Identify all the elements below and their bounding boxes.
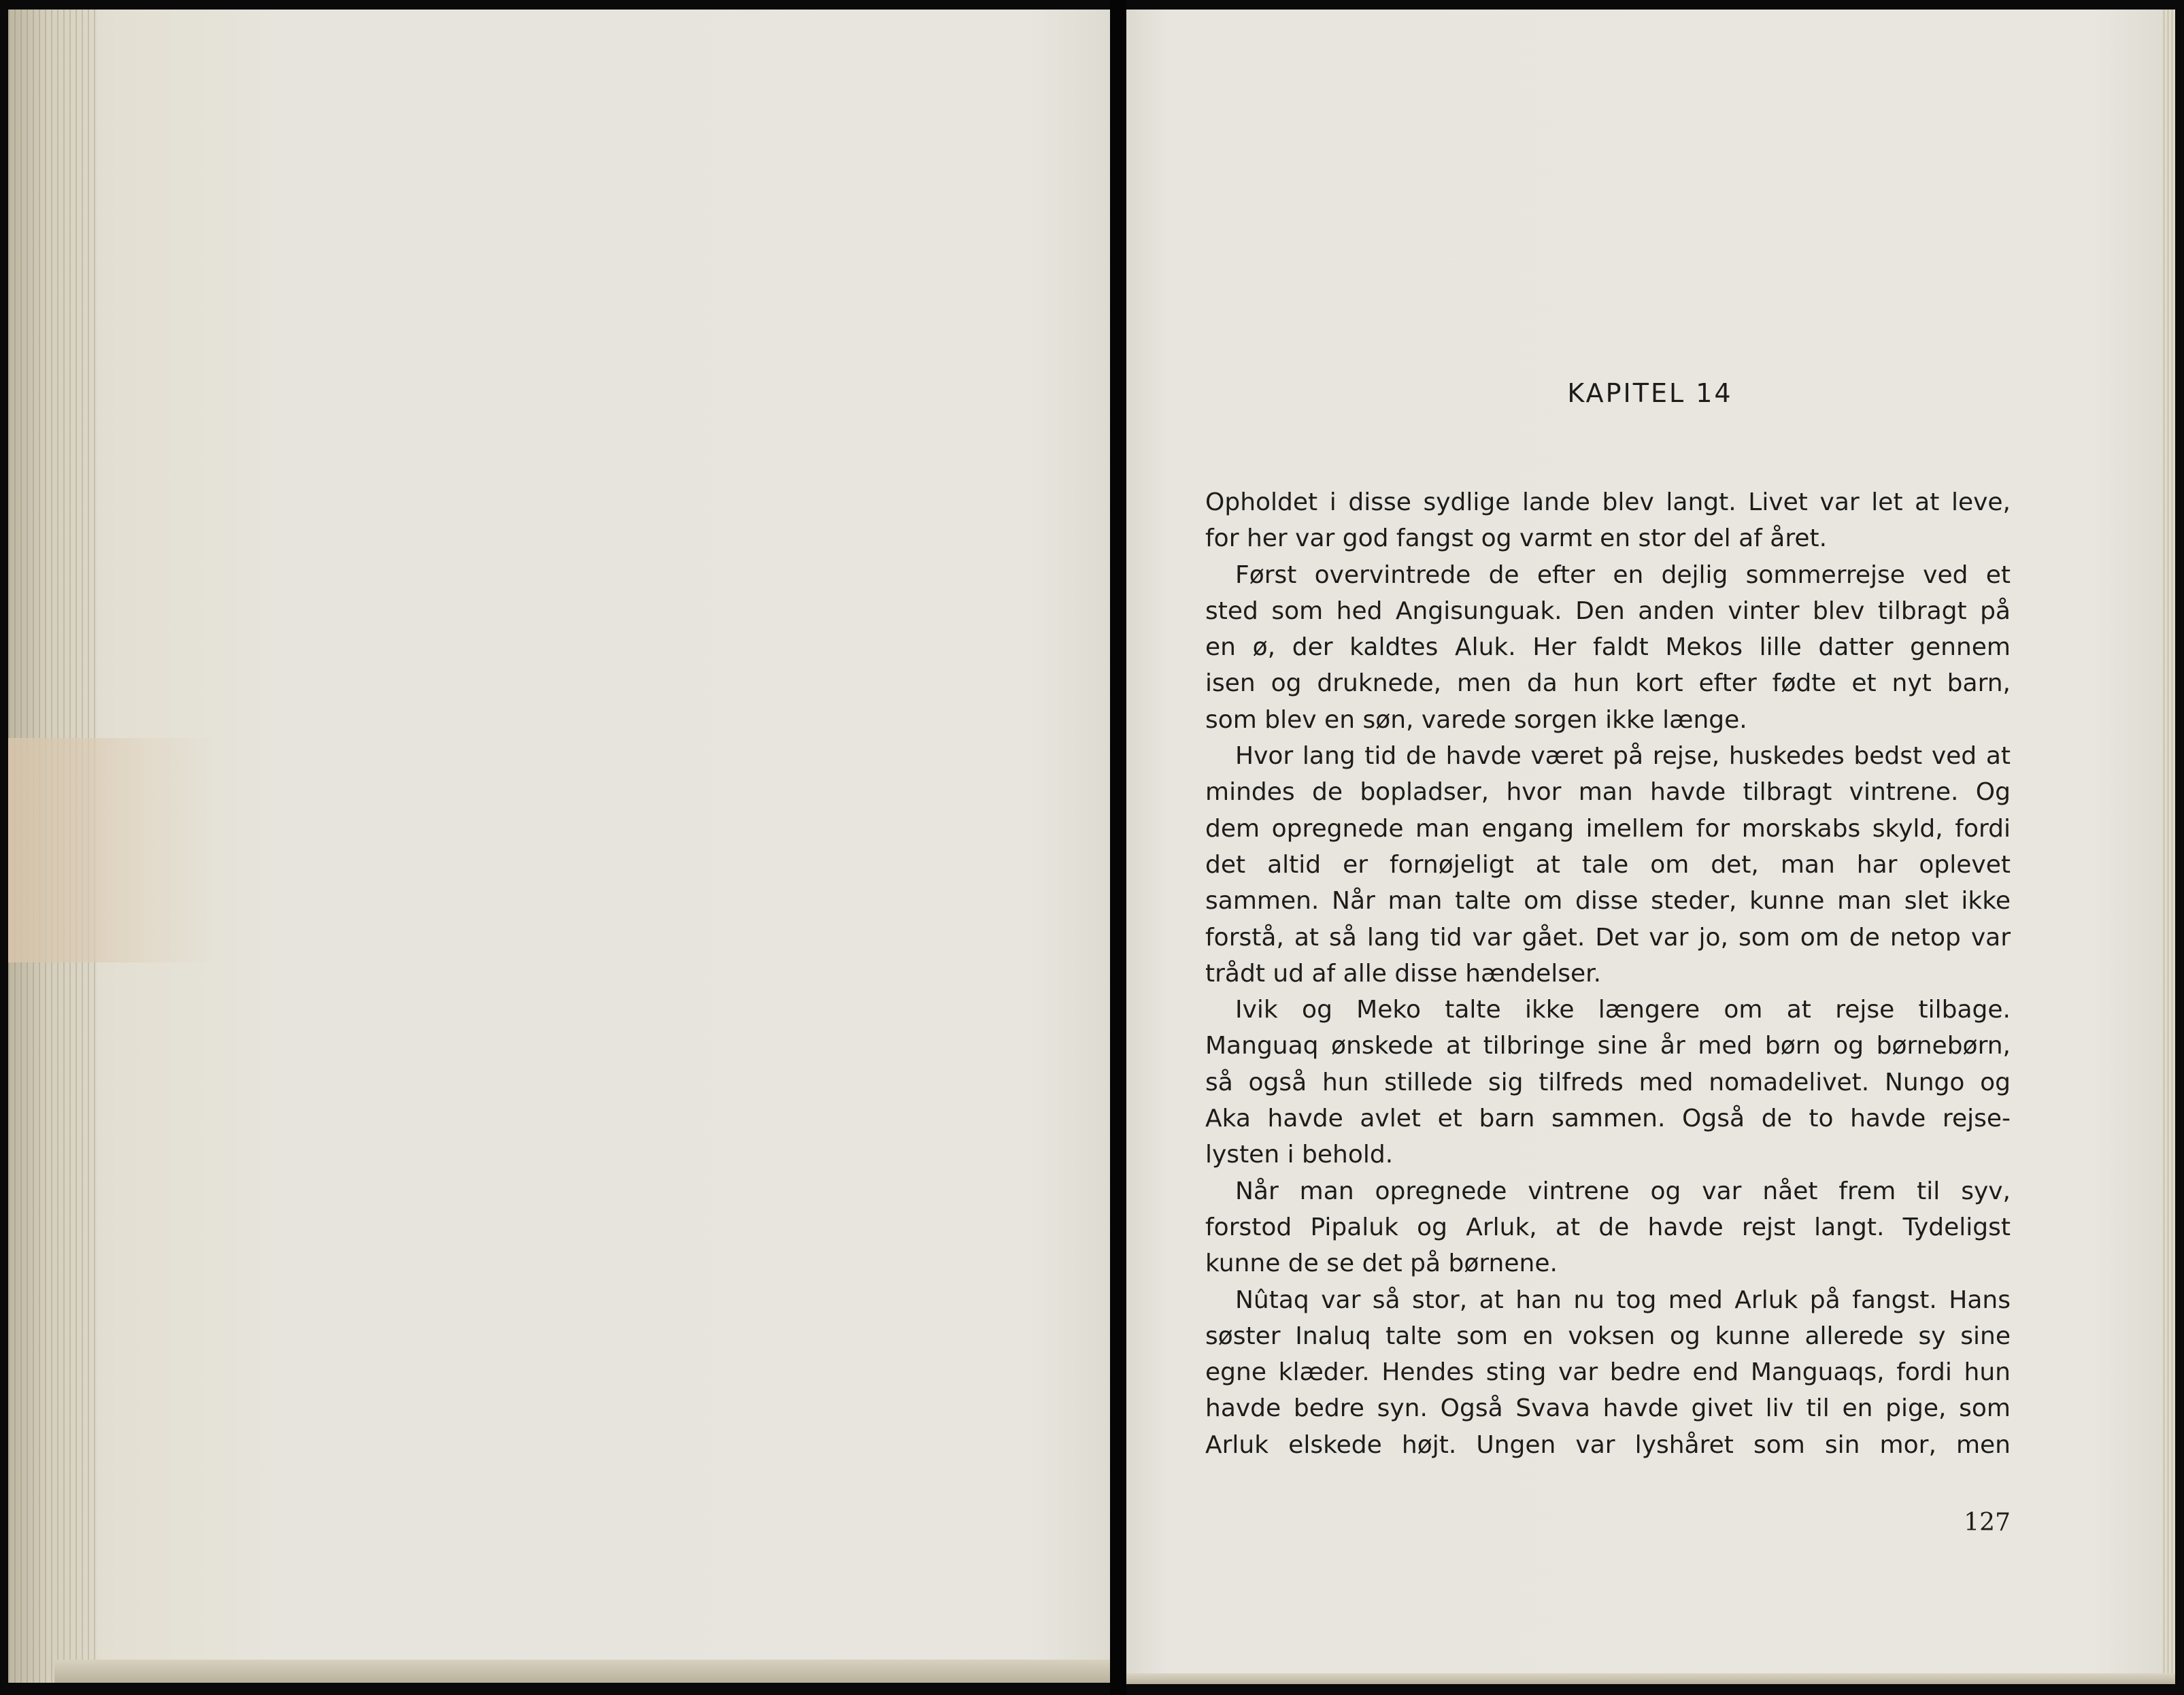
text-line: mindes de bopladser, hvor man havde tilbragt vintrene. Og (1205, 778, 2011, 807)
text-line: Hvor lang tid de havde været på rejse, huskedes bedst ved at (1235, 742, 2011, 771)
text-line: søster Inaluq talte som en voksen og kunne allerede sy sine (1205, 1322, 2011, 1350)
text-line: egne klæder. Hendes sting var bedre end Manguaqs, fordi hun (1205, 1358, 2011, 1387)
text-line: forstå, at så lang tid var gået. Det var jo, som om de netop var (1205, 923, 2011, 952)
chapter-body-text (1205, 484, 2011, 1463)
text-line: isen og druknede, men da hun kort efter fødte et nyt barn, (1205, 669, 2011, 698)
text-line: forstod Pipaluk og Arluk, at de havde rejst langt. Tydeligst (1205, 1213, 2011, 1241)
book-gutter (1110, 0, 1126, 1695)
text-line: en ø, der kaldtes Aluk. Her faldt Mekos lille datter gennem (1205, 633, 2011, 662)
text-line: så også hun stillede sig tilfreds med nomadelivet. Nungo og (1205, 1068, 2011, 1096)
text-line: Manguaq ønskede at tilbringe sine år med børn og børnebørn, (1205, 1032, 2011, 1060)
text-line: dem opregnede man engang imellem for morskabs skyld, fordi (1205, 814, 2011, 843)
left-page-bottom-edge (54, 1660, 1110, 1683)
text-line: kunne de se det på børnene. (1205, 1249, 1558, 1278)
text-line: Ivik og Meko talte ikke længere om at rejse tilbage. (1235, 996, 2011, 1024)
text-line: Når man opregnede vintrene og var nået frem til syv, (1235, 1177, 2011, 1205)
text-line: Nûtaq var så stor, at han nu tog med Arluk på fangst. Hans (1235, 1286, 2011, 1314)
page-edge-discoloration (8, 738, 219, 962)
text-line: Opholdet i disse sydlige lande blev langt. Livet var let at leve, (1205, 488, 2011, 516)
text-line: Først overvintrede de efter en dejlig sommerrejse ved et (1235, 560, 2011, 589)
text-line: sted som hed Angisunguak. Den anden vinter blev tilbragt på (1205, 597, 2011, 625)
page-number: 127 (1964, 1509, 2011, 1537)
text-line: Arluk elskede højt. Ungen var lyshåret som sin mor, men (1205, 1430, 2011, 1459)
chapter-title: KAPITEL 14 (1567, 378, 1733, 408)
right-page-bottom-edge (1126, 1673, 2175, 1684)
text-line: for her var god fangst og varmt en stor del af året. (1205, 524, 1828, 553)
text-line: trådt ud af alle disse hændelser. (1205, 959, 1602, 988)
right-page-edges (2163, 10, 2175, 1684)
text-line: Aka havde avlet et barn sammen. Også de to havde rejse- (1205, 1105, 2011, 1133)
text-line: som blev en søn, varede sorgen ikke længe. (1205, 705, 1747, 734)
text-line: havde bedre syn. Også Svava havde givet liv til en pige, som (1205, 1394, 2011, 1423)
text-line: det altid er fornøjeligt at tale om det, man har oplevet (1205, 850, 2011, 879)
text-line: sammen. Når man talte om disse steder, kunne man slet ikke (1205, 887, 2011, 916)
text-line: lysten i behold. (1205, 1141, 1394, 1169)
